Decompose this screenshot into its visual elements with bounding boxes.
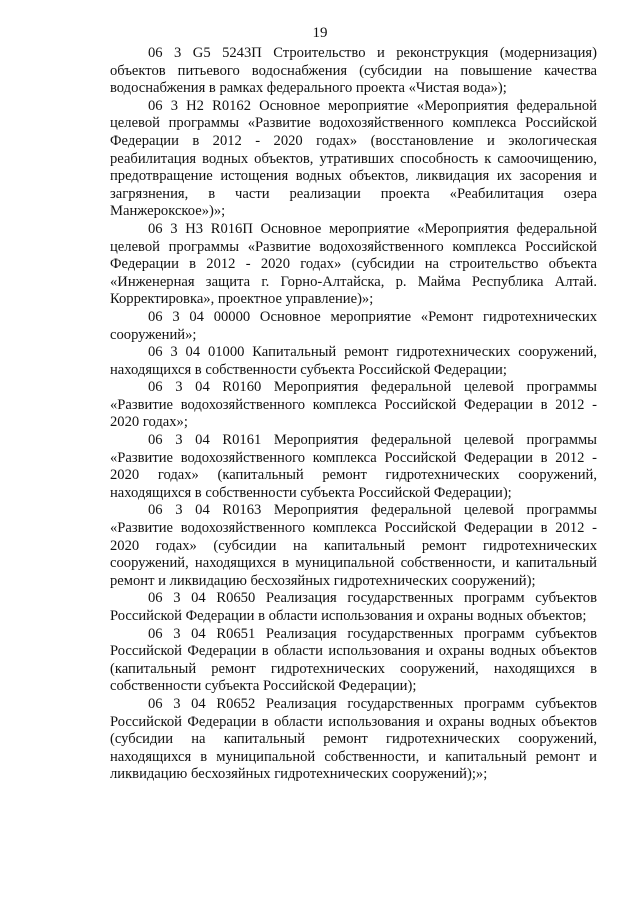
paragraph: 06 3 04 R0652 Реализация государственных программ субъектов Российской Федерации в области использования и охраны водных объектов (субсидии на капитальный ремонт гидротехнических сооружений, находящихся в муниципальной собственности, и капитальный ремонт и ликвидацию бесхозяйных гидротехнических сооружений);»; [110, 695, 597, 783]
paragraph: 06 3 04 R0163 Мероприятия федеральной целевой программы «Развитие водохозяйственного комплекса Российской Федерации в 2012 - 2020 годах» (субсидии на капитальный ремонт гидротехнических сооружений, находящихся в муниципальной собственности, и капитальный ремонт и ликвидацию бесхозяйных гидротехнических сооружений); [110, 502, 597, 589]
paragraph: 06 3 04 R0650 Реализация государственных программ субъектов Российской Федерации в области использования и охраны водных объектов; [110, 590, 597, 624]
paragraph: 06 3 04 R0651 Реализация государственных программ субъектов Российской Федерации в области использования и охраны водных объектов (капитальный ремонт гидротехнических сооружений, находящихся в собственности субъекта Российской Федерации); [110, 625, 597, 695]
paragraph: 06 3 H3 R016П Основное мероприятие «Мероприятия федеральной целевой программы «Развитие водохозяйственного комплекса Российской Федерации в 2012 - 2020 годах» (субсидии на строительство объекта «Инженерная защита г. Горно-Алтайска, р. Майма Республика Алтай. Корректировка», проектное управление)»; [110, 220, 597, 308]
paragraph: 06 3 04 01000 Капитальный ремонт гидротехнических сооружений, находящихся в собственности субъекта Российской Федерации; [110, 344, 597, 378]
paragraph: 06 3 H2 R0162 Основное мероприятие «Мероприятия федеральной целевой программы «Развитие водохозяйственного комплекса Российской Федерации в 2012 - 2020 годах» (восстановление и экологическая реабилитация водных объектов, утративших способность к самоочищению, предотвращение истощения водных объектов, ликвидация их засорения и загрязнения, в части реализации проекта «Реабилитация озера Манжерокское»)»; [110, 97, 597, 220]
paragraph: 06 3 04 R0160 Мероприятия федеральной целевой программы «Развитие водохозяйственного комплекса Российской Федерации в 2012 - 2020 годах»; [110, 379, 597, 431]
page-number: 19 [312, 25, 328, 41]
paragraph: 06 3 04 00000 Основное мероприятие «Ремонт гидротехнических сооружений»; [110, 308, 597, 343]
document-body [110, 45, 597, 784]
paragraph: 06 3 G5 5243П Строительство и реконструкция (модернизация) объектов питьевого водоснабжения (субсидии на повышение качества водоснабжения в рамках федерального проекта «Чистая вода»); [110, 45, 597, 97]
paragraph: 06 3 04 R0161 Мероприятия федеральной целевой программы «Развитие водохозяйственного комплекса Российской Федерации в 2012 - 2020 годах» (капитальный ремонт гидротехнических сооружений, находящихся в собственности субъекта Российской Федерации); [110, 432, 597, 501]
